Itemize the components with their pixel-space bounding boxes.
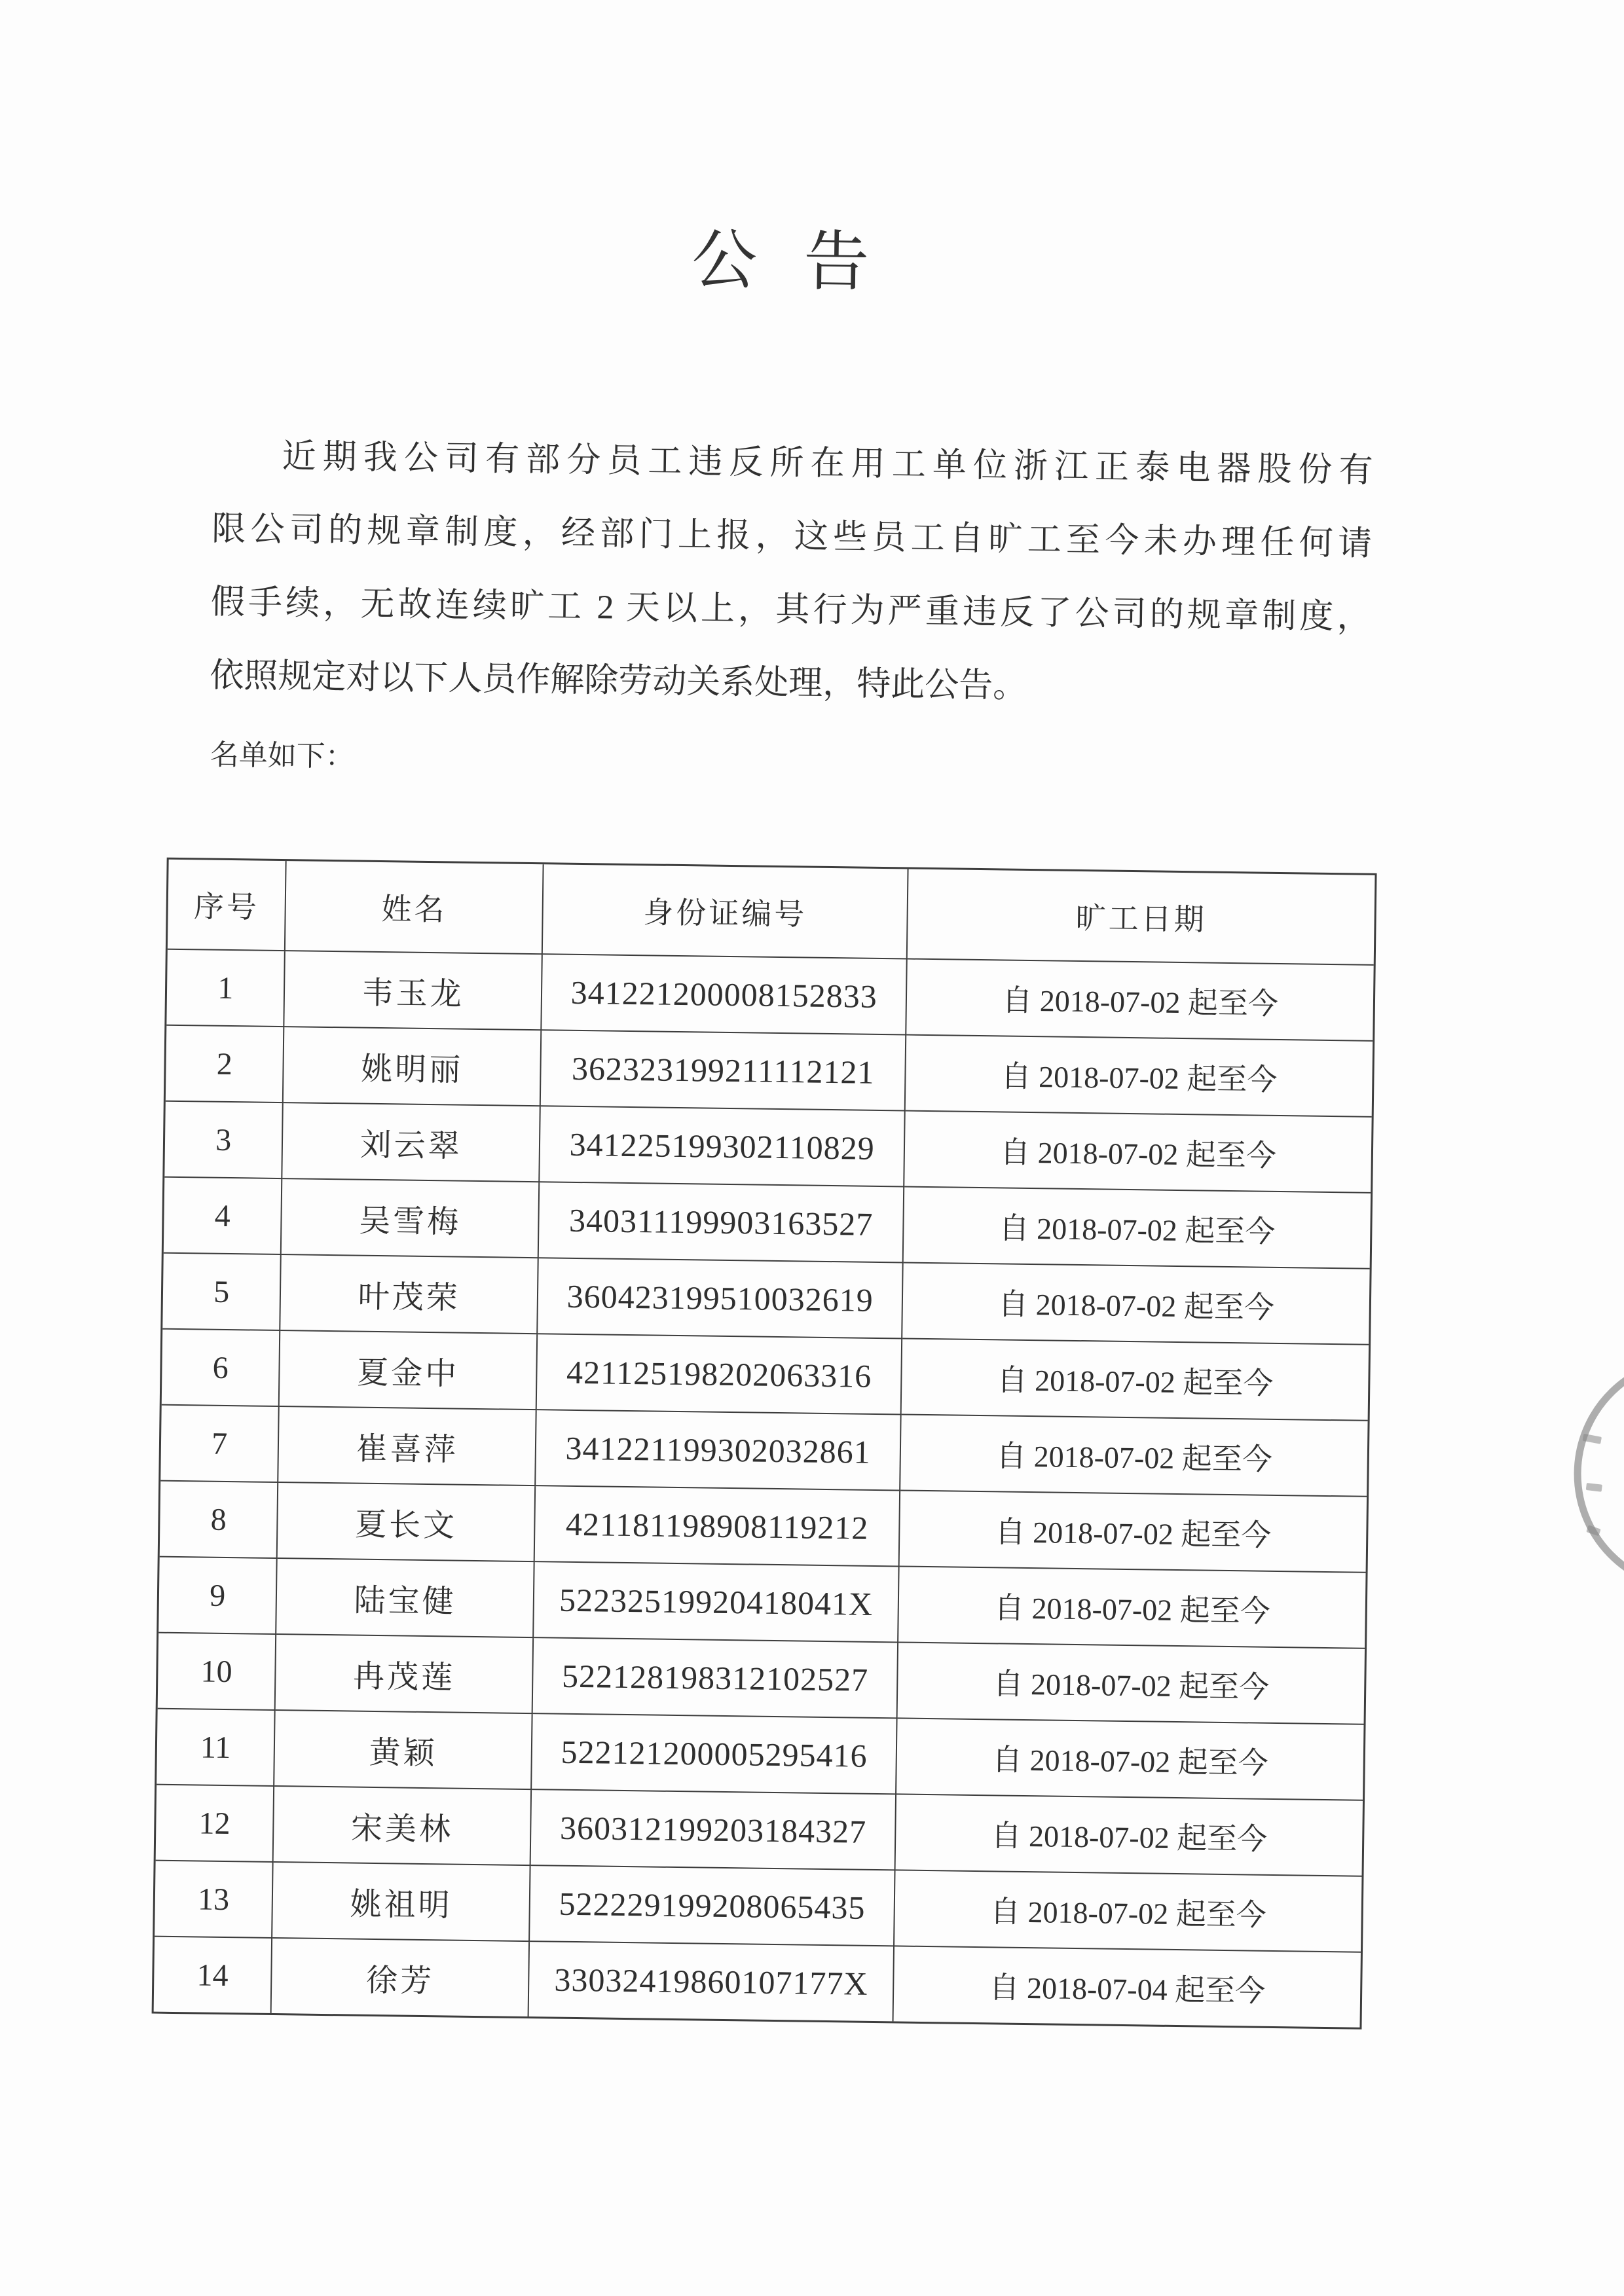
cell-id-number: 522128198312102527 [533,1638,899,1719]
partial-stamp-mark [3,0,1624,11]
page-title: 公 告 [691,224,874,299]
cell-name: 叶茂荣 [281,1255,539,1334]
cell-name: 宋美林 [274,1787,532,1866]
header-name: 姓名 [286,861,544,955]
cell-name: 姚明丽 [284,1027,542,1106]
cell-id-number: 340311199903163527 [539,1182,905,1263]
cell-name: 韦玉龙 [285,951,543,1030]
body-line-4: 依照规定对以下人员作解除劳动关系处理，特此公告。 [209,657,1027,705]
absence-table [152,858,1377,2030]
cell-name: 徐芳 [272,1939,530,2016]
cell-absence-date: 自 2018-07-02 起至今 [900,1491,1367,1573]
cell-seq-no: 13 [155,1861,274,1939]
cell-absence-date: 自 2018-07-02 起至今 [907,960,1374,1042]
cell-name: 夏长文 [278,1483,536,1562]
cell-absence-date: 自 2018-07-02 起至今 [898,1643,1365,1724]
cell-name: 吴雪梅 [282,1179,540,1258]
cell-id-number: 522121200005295416 [532,1714,898,1795]
cell-seq-no: 3 [164,1102,284,1179]
cell-id-number: 362323199211112121 [541,1030,907,1111]
stamp-ring-icon [1572,1354,1624,1594]
body-line-3: 假手续，无故连续旷工 2 天以上，其行为严重违反了公司的规章制度， [210,583,1372,636]
cell-name: 冉茂莲 [276,1635,534,1714]
cell-seq-no: 9 [158,1558,278,1635]
cell-absence-date: 自 2018-07-02 起至今 [896,1795,1363,1876]
body-line-1: 近期我公司有部分员工违反所在用工单位浙江正泰电器股份有 [282,437,1373,490]
cell-name: 姚祖明 [273,1863,531,1942]
announcement-body [210,420,1374,728]
cell-id-number: 341225199302110829 [540,1106,906,1187]
table-row [154,1937,1361,2028]
cell-absence-date: 自 2018-07-02 起至今 [902,1339,1369,1421]
cell-id-number: 360312199203184327 [531,1790,897,1870]
cell-name: 陆宝健 [277,1559,535,1638]
cell-id-number: 522229199208065435 [530,1866,896,1946]
cell-seq-no: 12 [156,1785,275,1863]
cell-absence-date: 自 2018-07-02 起至今 [904,1188,1371,1269]
cell-seq-no: 11 [157,1709,276,1787]
cell-id-number: 421181198908119212 [535,1486,901,1567]
cell-seq-no: 7 [160,1406,280,1483]
cell-id-number: 421125198202063316 [537,1334,903,1415]
header-id-no: 身份证编号 [543,864,909,959]
header-seq-no: 序号 [168,860,287,951]
cell-absence-date: 自 2018-07-02 起至今 [906,1036,1373,1118]
cell-absence-date: 自 2018-07-04 起至今 [989,1971,1266,2008]
cell-seq-no: 8 [160,1482,279,1559]
cell-absence-date: 自 2018-07-02 起至今 [902,1263,1369,1345]
cell-seq-no: 5 [162,1254,282,1331]
cell-name: 刘云翠 [283,1103,541,1182]
cell-id-number: 341221199302032861 [536,1410,902,1491]
cell-seq-no: 2 [166,1026,285,1103]
cell-seq-no: 14 [154,1937,273,2013]
table-body [154,950,1374,2028]
cell-absence-date: 自 2018-07-02 起至今 [895,1870,1361,1952]
cell-name: 崔喜萍 [279,1407,537,1486]
list-intro-label: 名单如下： [210,738,355,773]
cell-id-number: 33032419860107177X [529,1942,895,2021]
cell-absence-date: 自 2018-07-02 起至今 [898,1567,1365,1649]
header-absence: 旷工日期 [908,869,1375,966]
body-line-2: 限公司的规章制度，经部门上报，这些员工自旷工至今未办理任何请 [211,510,1373,563]
cell-name: 黄颖 [275,1711,533,1790]
table-header-row [168,860,1375,966]
cell-seq-no: 1 [166,950,286,1027]
cell-seq-no: 10 [158,1633,277,1711]
cell-absence-date: 自 2018-07-02 起至今 [896,1719,1363,1800]
cell-id-number: 52232519920418041X [534,1562,900,1643]
cell-id-number: 341221200008152833 [542,955,908,1035]
cell-absence-date: 自 2018-07-02 起至今 [900,1415,1367,1497]
cell-seq-no: 6 [162,1330,281,1407]
cell-name: 夏金中 [280,1331,538,1410]
cell-seq-no: 4 [164,1178,283,1255]
cell-absence-date: 自 2018-07-02 起至今 [905,1112,1372,1194]
cell-id-number: 360423199510032619 [538,1258,904,1339]
